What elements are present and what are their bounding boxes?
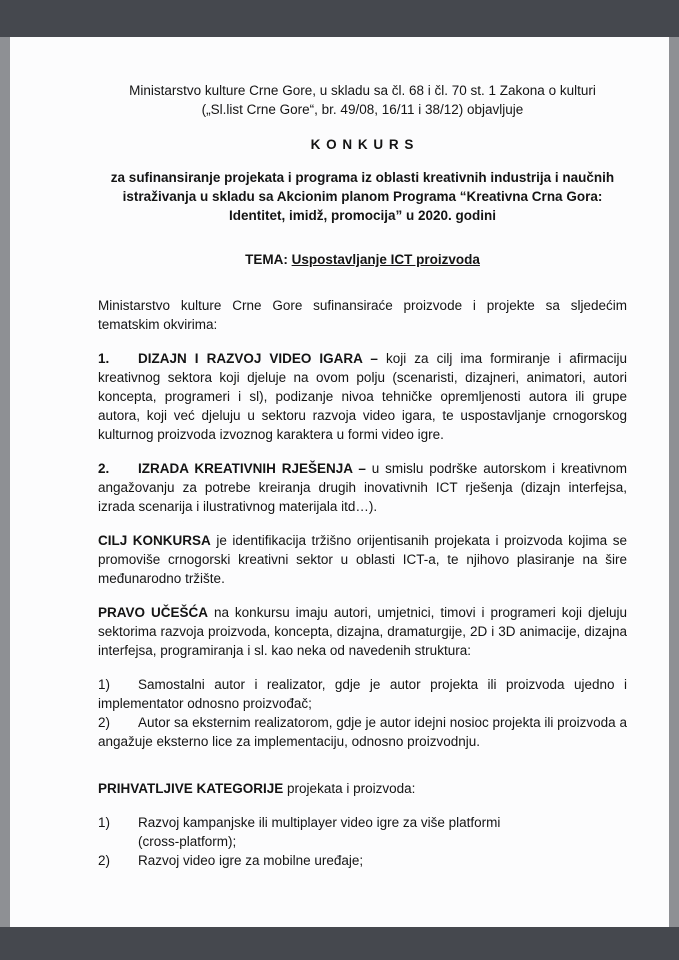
item-body [138, 813, 627, 851]
viewer-bottom-bar [0, 927, 679, 960]
topic-number: 1. [98, 351, 110, 366]
struktura-list [98, 675, 627, 751]
prihvatljive-text: projekata i proizvoda: [287, 781, 416, 796]
cilj-paragraph [98, 531, 627, 588]
prihvatljive-heading: PRIHVATLJIVE KATEGORIJE [98, 781, 284, 796]
item-text: Autor sa eksternim realizatorom, gdje je autor idejni nosioc projekta ili proizvoda a angažuje eksterno lice za implementaciju, odnosno proizvodnju. [98, 715, 627, 749]
document-header [98, 81, 627, 119]
kategorije-list [98, 813, 627, 870]
topic-number: 2. [98, 461, 110, 476]
header-line-2: („Sl.list Crne Gore“, br. 49/08, 16/11 i 38/12) objavljuje [201, 102, 524, 117]
item-number: 1) [98, 815, 111, 830]
header-line-1: Ministarstvo kulture Crne Gore, u skladu sa čl. 68 i čl. 70 st. 1 Zakona o kulturi [129, 83, 596, 98]
pravo-paragraph [98, 603, 627, 660]
item-number: 2) [98, 853, 111, 868]
item-number: 2) [98, 715, 111, 730]
pravo-text: na konkursu imaju autori, umjetnici, timovi i programeri koji djeluju sektorima razvoja proizvoda, koncepta, dizajna, dramaturgije, 2D i 3D animacije, dizajna interfejsa, programiranja i sl. kao neka od navedenih struktura: [98, 605, 627, 658]
cilj-heading: CILJ KONKURSA [98, 533, 211, 548]
topic-paragraph-2 [98, 459, 627, 516]
document-subtitle: za sufinansiranje projekata i programa iz oblasti kreativnih industrija i naučnih istraživanja u skladu sa Akcionim planom Programa “Kreativna Crna Gora: Identitet, imidž, promocija” u 2020. godini [110, 170, 615, 223]
prihvatljive-paragraph [98, 779, 627, 798]
topic-paragraph-1 [98, 349, 627, 444]
item-line-2: (cross-platform); [138, 834, 237, 849]
item-text: Samostalni autor i realizator, gdje je autor projekta ili proizvoda ujedno i implementator odnosno proizvođač; [98, 677, 627, 711]
kategorije-item-1 [98, 813, 627, 851]
struktura-item-1 [98, 675, 627, 713]
document-title: K O N K U R S [310, 137, 415, 152]
topic-text: u smislu podrške autorskom i kreativnom angažovanju za potrebe kreiranja drugih inovativnih ICT rješenja (dizajn interfejsa, izrada scenarija i ilustrativnog materijala itd…). [98, 461, 627, 514]
kategorije-item-2 [98, 851, 627, 870]
document-page [10, 37, 669, 927]
tema-label: TEMA: [245, 252, 288, 267]
pravo-heading: PRAVO UČEŠĆA [98, 605, 208, 620]
item-line-1: Razvoj video igre za mobilne uređaje; [138, 853, 364, 868]
cilj-text: je identifikacija tržišno orijentisanih projekata i proizvoda kojima se promoviše crnogorski kreativni sektor u oblasti ICT-a, te njihovo plasiranje na šire međunarodno tržište. [98, 533, 627, 586]
topic-text: koji za cilj ima formiranje i afirmaciju kreativnog sektora koji djeluje na ovom polju (scenaristi, dizajneri, animatori, autori koncepta, programeri i sl), podizanje nivoa tehničke opremljenosti autora ili grupe autora, koji već djeluju u sektoru razvoja video igara, te uspostavljanje crnogorskog kulturnog proizvoda izvoznog karaktera u formi video igre. [98, 351, 627, 442]
intro-paragraph: Ministarstvo kulture Crne Gore sufinansiraće proizvode i projekte sa sljedećim tematskim okvirima: [98, 298, 627, 332]
tema-line [98, 250, 627, 269]
item-body [138, 851, 627, 870]
topic-heading: DIZAJN I RAZVOJ VIDEO IGARA – [138, 351, 378, 366]
viewer-top-bar [0, 0, 679, 37]
tema-value: Uspostavljanje ICT proizvoda [291, 252, 480, 267]
item-line-1: Razvoj kampanjske ili multiplayer video igre za više platformi [138, 815, 501, 830]
item-number: 1) [98, 677, 111, 692]
topic-heading: IZRADA KREATIVNIH RJEŠENJA – [138, 461, 366, 476]
struktura-item-2 [98, 713, 627, 751]
